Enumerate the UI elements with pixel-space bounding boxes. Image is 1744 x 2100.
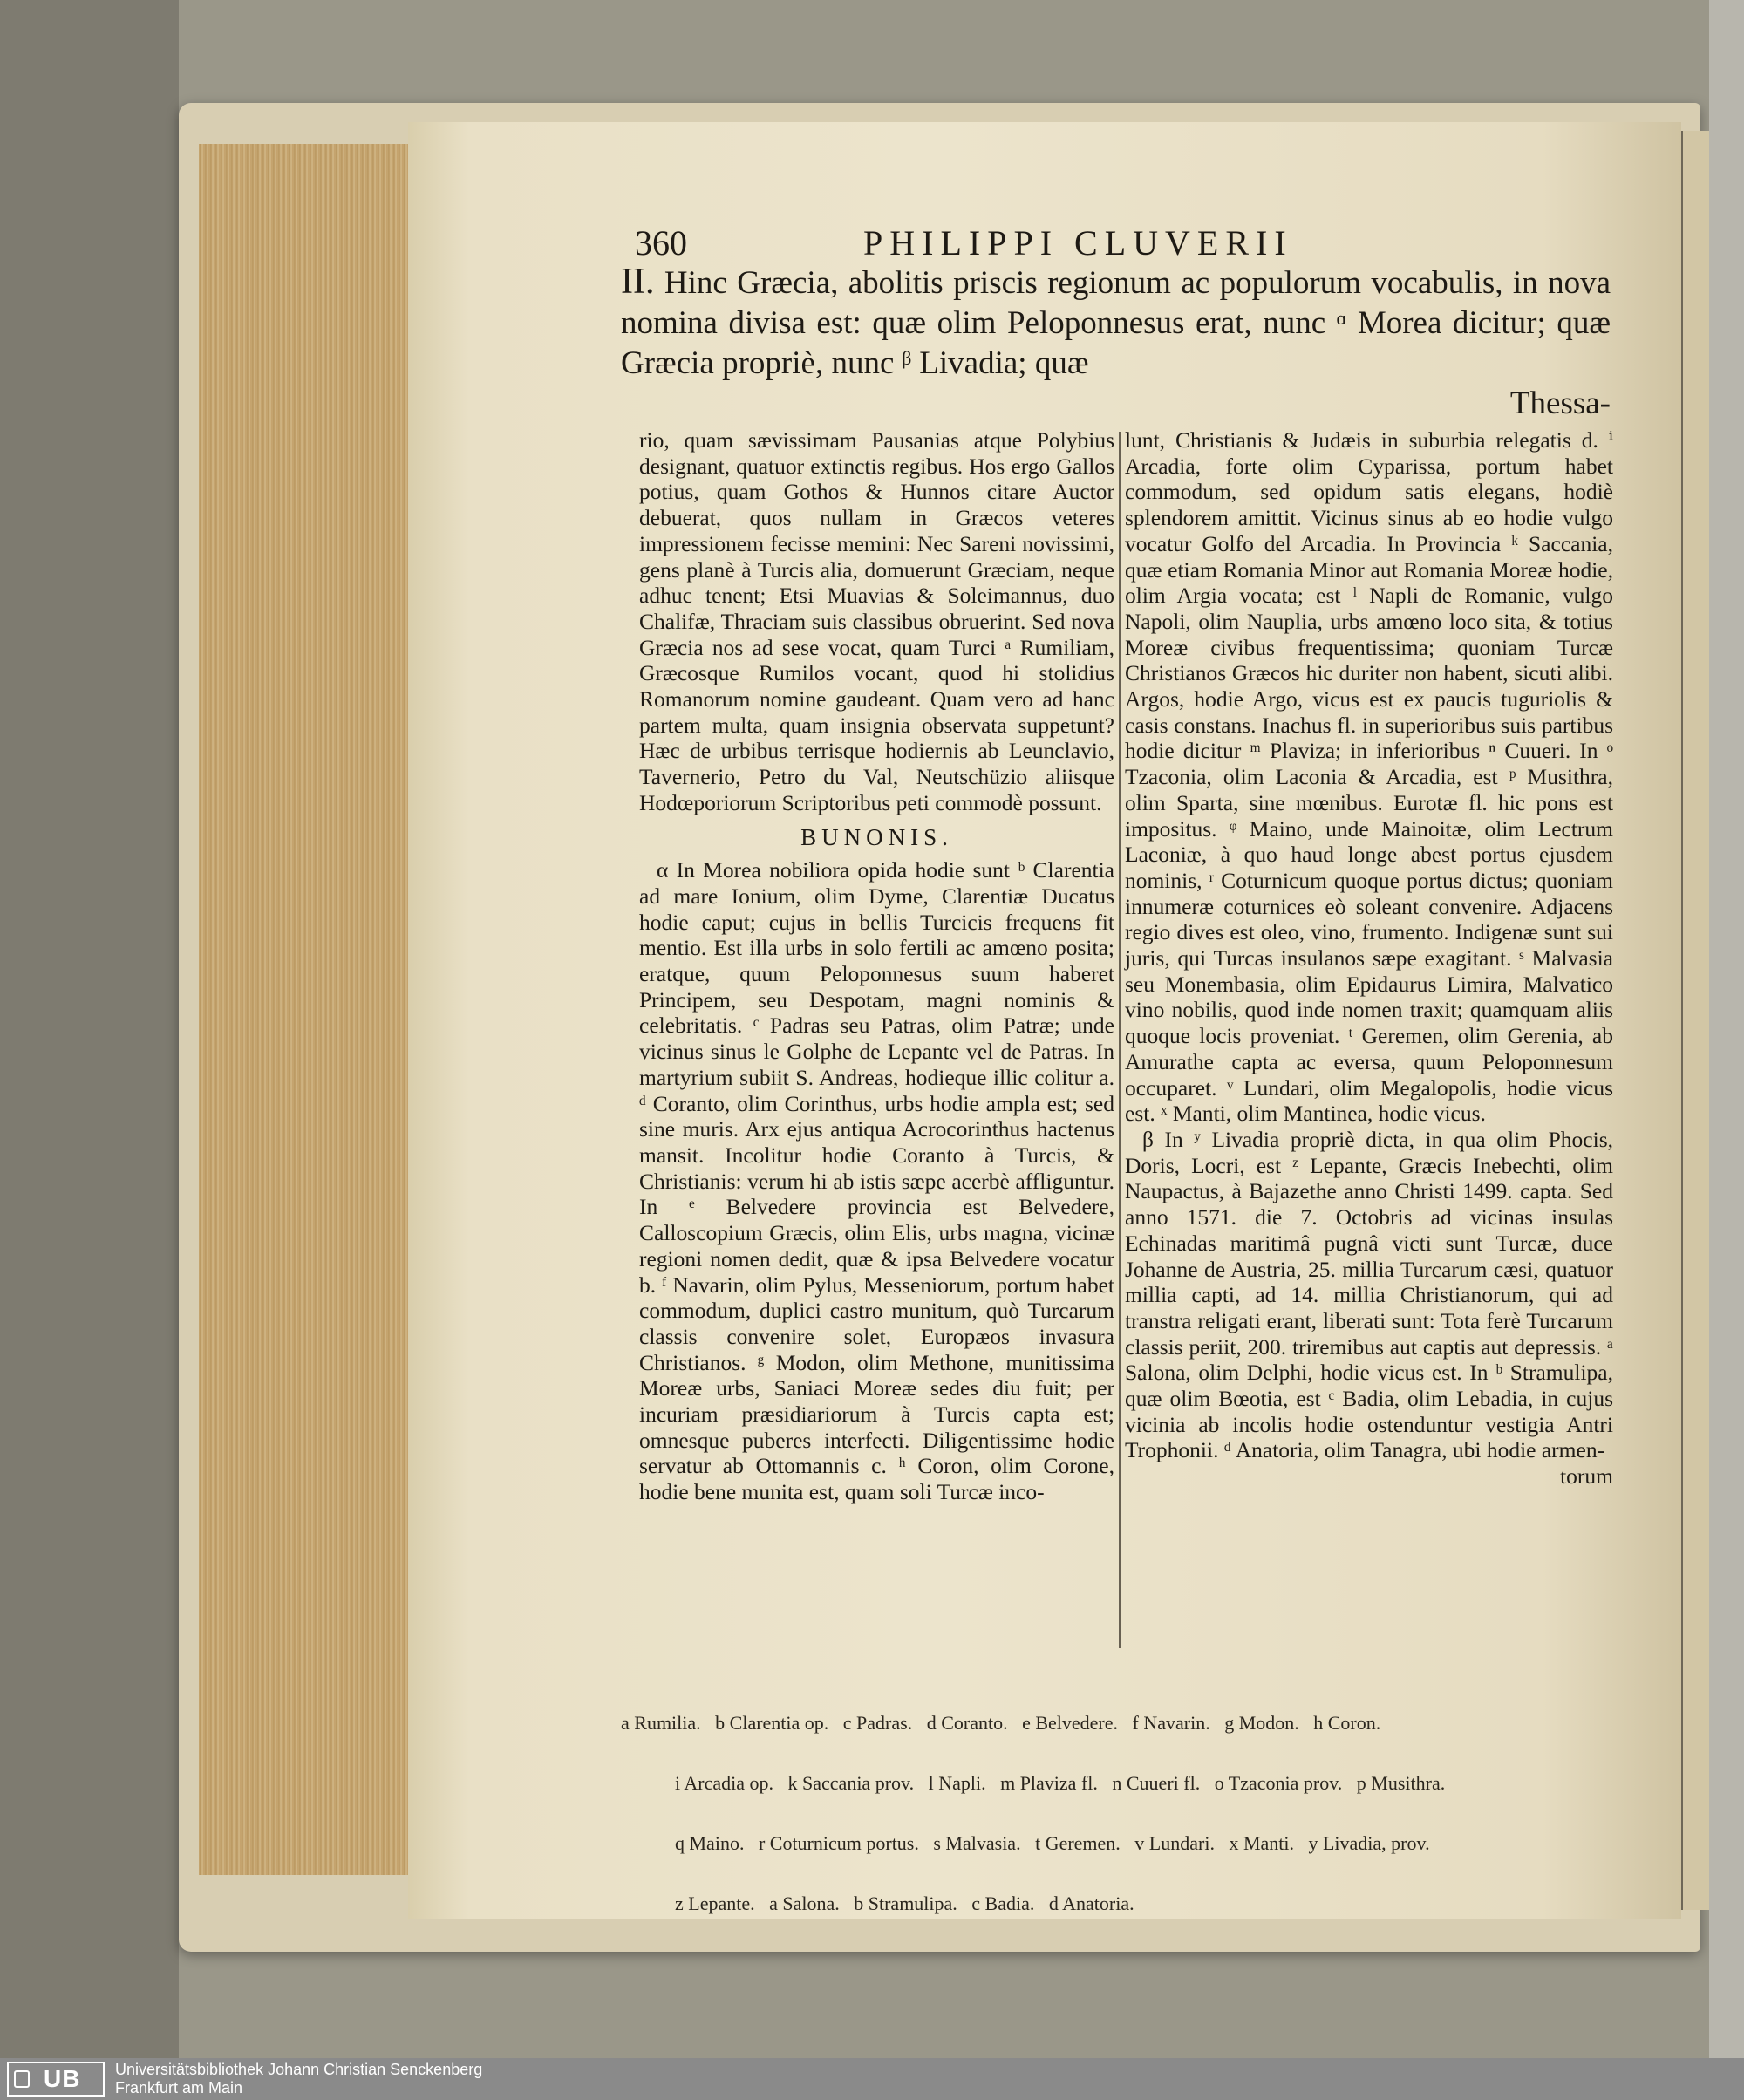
- footnote-line: z Lepante. a Salona. b Stramulipa. c Badia. d Anatoria.: [675, 1892, 1134, 1914]
- ub-logo[interactable]: [7, 2062, 105, 2097]
- ub-logo-text: UB: [44, 2065, 81, 2092]
- right-catchword: torum: [1560, 1463, 1613, 1490]
- column-heading: BUNONIS.: [800, 823, 953, 850]
- section-number: II.: [621, 262, 655, 302]
- left-paragraph-2: α In Morea nobiliora opida hodie sunt ᵇ Clarentia ad mare Ionium, olim Dyme, Clarentiæ Ducatus hodie caput; cujus in bellis Turcicis frequens fit mentio. Est illa urbs in solo fertili ac amœno posita; eratque, quum Peloponnesus suum haberet Principem, seu Despotam, magni nominis & celebritatis. ᶜ Padras seu Patras, olim Patræ; unde vicinus sinus le Golphe de Lepante vel de Patras. In martyrium subiit S. Andreas, hodieque illic colitur a. ᵈ Coranto, olim Corinthus, urbs hodie ampla est; sed sine muris. Arx ejus antiqua Acrocorinthus hactenus mansit. Incolitur hodie Coranto à Turcis, & Christianis: verum hi ab istis sæpe acerbè affliguntur. In ᵉ Belvedere provincia est Belvedere, Calloscopium Græcis, olim Elis, urbs magna, vicinæ regioni nomen dedit, quæ & ipsa Belvedere vocatur b. ᶠ Navarin, olim Pylus, Messeniorum, portum habet commodum, duplici castro munitum, quò Turcarum classis convenire solet, Europæos invasura Christianos. ᵍ Modon, olim Methone, munitissima Moreæ urbs, Saniaci Moreæ sedes diu fuit; per incuriam præsidiariorum à Turcis capta est; omnesque puberes interfecti. Diligentissime hodie servatur ab Ottomannis c. ʰ Coron, olim Corone, hodie bene munita est, quam soli Turcæ inco-: [639, 857, 1114, 1505]
- library-icon: [14, 2070, 30, 2088]
- right-paragraph-1: lunt, Christianis & Judæis in suburbia relegatis d. ⁱ Arcadia, forte olim Cyparissa, portum habet commodum, sed opidum satis elegans, hodiè splendorem amittit. Vicinus sinus ab eo hodie vulgo vocatur Golfo del Arcadia. In Provincia ᵏ Saccania, quæ etiam Romania Minor aut Romania Moreæ hodie, olim Argia vocata; est ˡ Napli de Romanie, vulgo Napoli, olim Nauplia, urbs amœno loco sita, & totius Moreæ civibus frequentissima; quoniam Turcæ Christianos Græcos hic duriter non habent, sicuti alibi. Argos, hodie Argo, vicus est ex paucis tuguriolis & casis constans. Inachus fl. in superioribus suis partibus hodie dicitur ᵐ Plaviza; in inferioribus ⁿ Cuueri. In ᵒ Tzaconia, olim Laconia & Arcadia, est ᵖ Musithra, olim Sparta, sine mœnibus. Eurotæ fl. hic pons est impositus. ᵠ Maino, unde Mainoitæ, olim Lectrum Laconiæ, à quo haud longe abest portus ejusdem nominis, ʳ Coturnicum quoque portus dictus; quoniam innumeræ coturnices eò soleant convenire. Adjacens regio dives est oleo, vino, frumento. Indigenæ sunt sui juris, qui Turcas insulanos sæpe exagitant. ˢ Malvasia seu Monembasia, olim Epidaurus Limira, Malvatico vino nobilis, quod inde nomen traxit; quamquam aliis quoque locis proveniat. ᵗ Geremen, olim Gerenia, ab Amurathe capta ac eversa, quum Peloponnesum occuparet. ᵛ Lundari, olim Megalopolis, hodie vicus est. ˣ Manti, olim Mantinea, hodie vicus.: [1125, 427, 1613, 1127]
- library-footer: [0, 2058, 1744, 2100]
- footnote-line: a Rumilia. b Clarentia op. c Padras. d Coranto. e Belvedere. f Navarin. g Modon. h Coron.: [621, 1712, 1381, 1734]
- left-column: [639, 427, 1114, 1505]
- intro-paragraph: [621, 262, 1611, 424]
- column-divider: [1119, 432, 1121, 1648]
- intro-text: Hinc Græcia, abolitis priscis regionum ac populorum vocabulis, in nova nomina divisa est: quæ olim Peloponnesus erat, nunc ᵅ Morea dicitur; quæ Græcia propriè, nunc ᵝ Livadia; quæ: [621, 265, 1611, 381]
- left-paragraph-1: rio, quam sævissimam Pausanias atque Polybius designant, quatuor extinctis regibus. Hos ergo Gallos potius, quam Gothos & Hunnos citare Auctor debuerat, quos nullam in Græcos veteres impressionem fecisse memini: Nec Sareni novissimi, gens planè à Turcis alia, domuerunt Græciam, neque adhuc tenent; Etsi Muavias & Soleimannus, duo Chalifæ, Thraciam suis classibus obruerint. Sed nova Græcia nos ad sese vocat, quam Turci ᵃ Rumiliam, Græcosque Rumilos vocant, quod hi stolidius Romanorum nomine gaudeant. Quam vero ad hanc partem multa, quam insignia observata suppetunt? Hæc de urbibus terrisque hodiernis ab Leunclavio, Tavernerio, Petro du Val, Neutschüzio aliisque Hodœporiorum Scriptoribus peti commodè possunt.: [639, 427, 1114, 815]
- right-paragraph-2: β In ʸ Livadia propriè dicta, in qua olim Phocis, Doris, Locri, est ᶻ Lepante, Græcis Inebechti, olim Naupactus, à Bajazethe anno Christi 1499. capta. Sed anno 1571. die 7. Octobris ad vicinas insulas Echinadas maritimâ pugnâ victi sunt Turcæ, duce Johanne de Austria, 25. millia Turcarum cæsi, quatuor millia capti, ad 14. millia Christianorum, qui ad transtra religati erant, liberati sunt: Tota ferè Turcarum classis periit, 200. triremibus aut captis aut depressis. ᵃ Salona, olim Delphi, hodie vicus est. In ᵇ Stramulipa, quæ olim Bœotia, est ᶜ Badia, olim Lebadia, in cujus vicinia ab incolis hodie ostenduntur vestigia Antri Trophonii. ᵈ Anatoria, olim Tanagra, ubi hodie armen-: [1125, 1126, 1613, 1463]
- page-number: 360: [635, 223, 687, 262]
- running-title: PHILIPPI CLUVERII: [863, 223, 1293, 262]
- intro-catchword: Thessa-: [1509, 385, 1611, 421]
- footnote-line: q Maino. r Coturnicum portus. s Malvasia. t Geremen. v Lundari. x Manti. y Livadia, prov.: [675, 1832, 1430, 1854]
- footnotes: [621, 1673, 1606, 1933]
- library-city: Frankfurt am Main: [115, 2079, 243, 2097]
- scan-ruler: [1709, 0, 1744, 2058]
- scan-left-margin: [0, 0, 179, 2058]
- footnote-line: i Arcadia op. k Saccania prov. l Napli. m Plaviza fl. n Cuueri fl. o Tzaconia prov. p Musithra.: [675, 1772, 1446, 1794]
- right-column: [1125, 427, 1613, 1490]
- page-edges: [199, 144, 411, 1875]
- library-name: Universitätsbibliothek Johann Christian Senckenberg: [115, 2061, 483, 2078]
